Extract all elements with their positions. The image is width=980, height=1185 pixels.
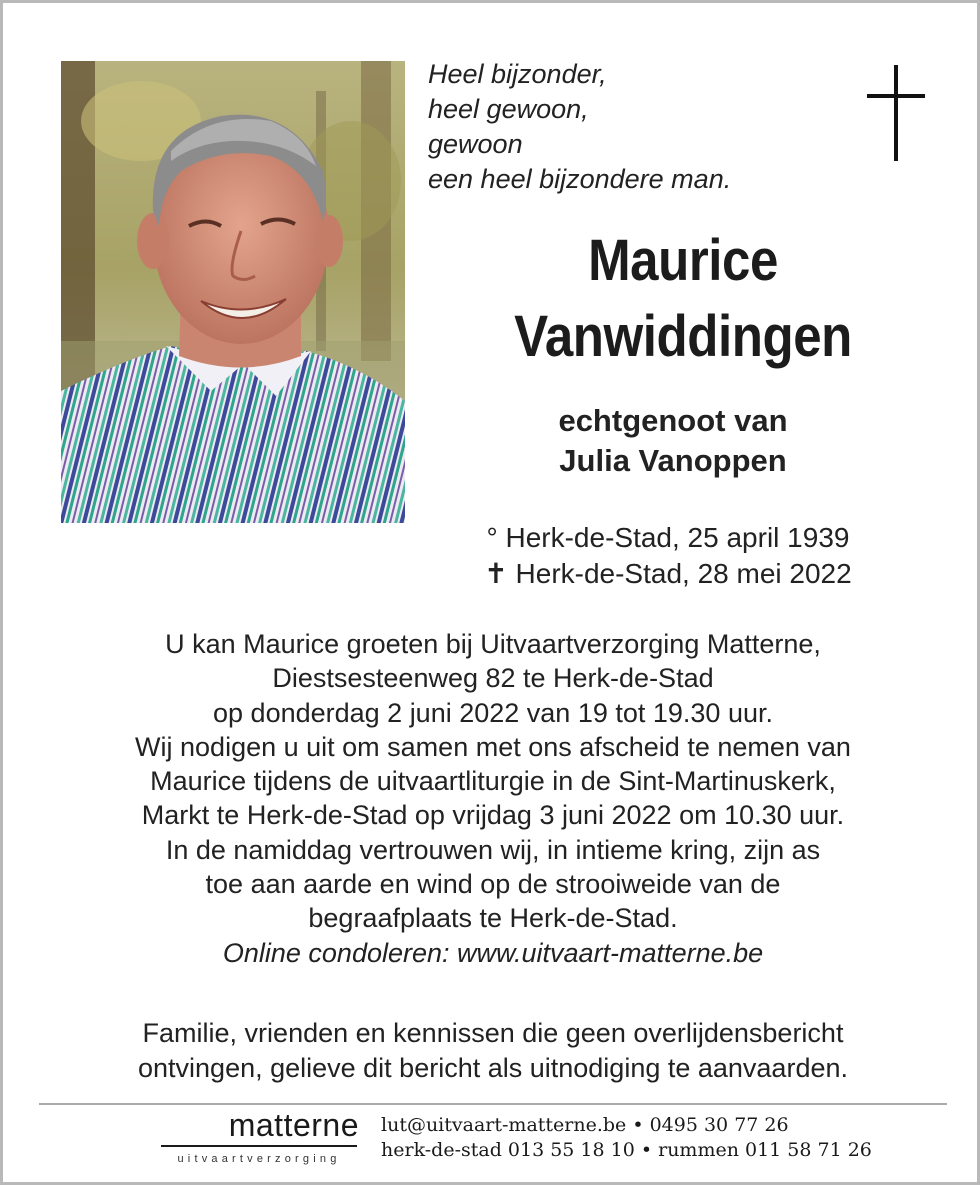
contact-info bbox=[381, 1113, 872, 1163]
announcement-line: toe aan aarde en wind op de strooiweide van de bbox=[205, 869, 781, 900]
spouse-block bbox=[473, 401, 873, 481]
announcement-line: begraafplaats te Herk-de-Stad. bbox=[308, 903, 678, 934]
announcement-line: op donderdag 2 juni 2022 van 19 tot 19.30 uur. bbox=[213, 697, 773, 728]
announcement-line: U kan Maurice groeten bij Uitvaartverzorging Matterne, bbox=[165, 629, 821, 659]
spouse-relation: echtgenoot van bbox=[558, 403, 788, 438]
online-condolence: Online condoleren: www.uitvaart-matterne.be bbox=[222, 937, 764, 968]
death-date: ✝ Herk-de-Stad, 28 mei 2022 bbox=[484, 558, 852, 589]
poem-line: een heel bijzondere man. bbox=[428, 164, 732, 194]
announcement-line: Wij nodigen u uit om samen met ons afscheid te nemen van bbox=[135, 731, 851, 762]
poem-line: Heel bijzonder, bbox=[428, 59, 607, 89]
logo-underline bbox=[161, 1145, 357, 1147]
logo-subtitle: uitvaartverzorging bbox=[177, 1153, 341, 1165]
cross-icon bbox=[867, 65, 925, 161]
announcement-line: Maurice tijdens de uitvaartliturgie in de Sint-Martinuskerk, bbox=[150, 766, 836, 797]
family-note-line: ontvingen, gelieve dit bericht als uitnodiging te aanvaarden. bbox=[138, 1053, 848, 1083]
funeral-home-logo: matterne bbox=[228, 1107, 359, 1143]
poem bbox=[428, 57, 731, 197]
poem-line: heel gewoon, bbox=[428, 94, 589, 124]
life-dates bbox=[443, 520, 893, 592]
poem-line: gewoon bbox=[428, 129, 523, 159]
contact-line: lut@uitvaart-matterne.be • 0495 30 77 26 bbox=[381, 1114, 789, 1136]
birth-date: ° Herk-de-Stad, 25 april 1939 bbox=[486, 522, 850, 553]
spouse-name: Julia Vanoppen bbox=[559, 443, 787, 478]
portrait-photo bbox=[61, 61, 405, 523]
announcement bbox=[43, 627, 943, 970]
deceased-name bbox=[498, 223, 868, 375]
announcement-line: In de namiddag vertrouwen wij, in intieme kring, zijn as bbox=[165, 834, 821, 865]
first-name: Maurice bbox=[588, 228, 778, 293]
announcement-line: Markt te Herk-de-Stad op vrijdag 3 juni 2022 om 10.30 uur. bbox=[141, 800, 845, 831]
last-name: Vanwiddingen bbox=[514, 304, 852, 369]
announcement-line: Diestsesteenweg 82 te Herk-de-Stad bbox=[272, 663, 714, 694]
family-note-line: Familie, vrienden en kennissen die geen overlijdensbericht bbox=[142, 1018, 844, 1048]
contact-line: herk-de-stad 013 55 18 10 • rummen 011 58 71 26 bbox=[381, 1139, 872, 1161]
footer-divider bbox=[39, 1103, 947, 1105]
family-note bbox=[43, 1016, 943, 1086]
